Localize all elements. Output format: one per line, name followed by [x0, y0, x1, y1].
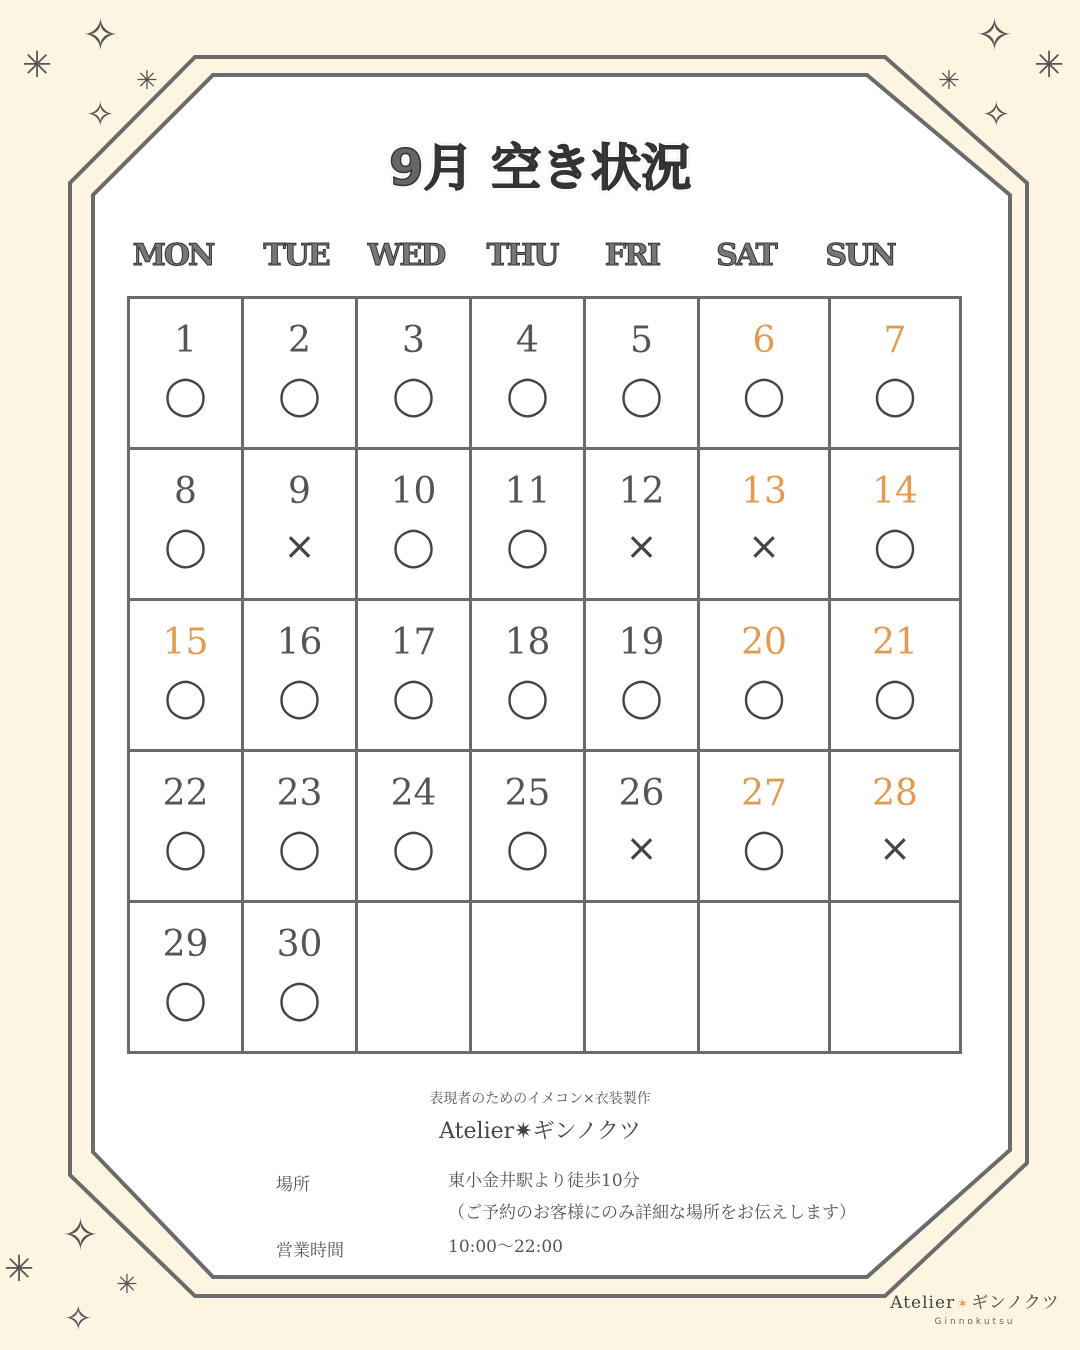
- day-number: 2: [288, 320, 311, 361]
- day-number: 27: [741, 773, 787, 814]
- day-number: 17: [390, 622, 437, 663]
- day-cell: [830, 751, 961, 902]
- day-number: 25: [504, 773, 551, 814]
- day-number: 10: [390, 471, 437, 512]
- day-number: 13: [741, 471, 787, 512]
- weekday-sun: SUN: [825, 238, 895, 273]
- day-cell: [357, 298, 471, 449]
- sparkle-icon: ✳: [136, 66, 158, 96]
- unavailable-mark: ×: [625, 524, 658, 568]
- hours-label: 営業時間: [276, 1241, 344, 1261]
- day-cell: [243, 449, 357, 600]
- location-label: 場所: [276, 1175, 310, 1195]
- day-cell: [471, 600, 585, 751]
- unavailable-mark: ×: [283, 524, 316, 568]
- sparkle-icon: ✳: [938, 66, 960, 96]
- day-cell: [357, 600, 471, 751]
- available-mark: ◯: [620, 373, 663, 417]
- calendar-week: [129, 298, 961, 449]
- sparkle-icon: ✧: [62, 1210, 99, 1261]
- day-number: 30: [276, 924, 323, 965]
- star-icon: ✶: [957, 1297, 970, 1312]
- brand-name: Atelier✷ギンノクツ: [439, 1119, 641, 1144]
- sparkle-icon: ✳: [22, 45, 53, 86]
- day-cell: [699, 298, 830, 449]
- logo-kana: ギンノクツ: [971, 1293, 1060, 1313]
- unavailable-mark: ×: [625, 826, 658, 870]
- weekday-sat: SAT: [716, 238, 776, 273]
- day-cell: [129, 298, 243, 449]
- sparkle-icon: ✧: [86, 95, 115, 135]
- available-mark: ◯: [506, 524, 549, 568]
- day-cell: [585, 600, 699, 751]
- tagline: 表現者のためのイメコン×衣装製作: [429, 1091, 651, 1107]
- day-cell: [699, 449, 830, 600]
- empty-cell: [699, 902, 830, 1053]
- calendar-grid: [127, 296, 962, 1054]
- available-mark: ◯: [278, 373, 321, 417]
- day-number: 14: [872, 471, 918, 512]
- day-number: 24: [390, 773, 437, 814]
- available-mark: ◯: [278, 977, 321, 1021]
- available-mark: ◯: [873, 373, 917, 417]
- available-mark: ◯: [164, 826, 207, 870]
- available-mark: ◯: [278, 675, 321, 719]
- calendar-week: [129, 600, 961, 751]
- day-number: 11: [504, 471, 551, 512]
- sparkle-icon: ✳: [1034, 45, 1065, 86]
- day-number: 12: [618, 471, 665, 512]
- day-cell: [357, 751, 471, 902]
- empty-cell: [830, 902, 961, 1053]
- weekday-mon: MON: [132, 238, 214, 273]
- available-mark: ◯: [742, 675, 786, 719]
- day-number: 1: [174, 320, 197, 361]
- available-mark: ◯: [164, 373, 207, 417]
- day-cell: [129, 751, 243, 902]
- day-cell: [129, 449, 243, 600]
- day-number: 26: [618, 773, 665, 814]
- available-mark: ◯: [392, 675, 435, 719]
- unavailable-mark: ×: [879, 826, 911, 870]
- calendar-week: [129, 751, 961, 902]
- weekday-wed: WED: [367, 238, 445, 273]
- day-cell: [243, 902, 357, 1053]
- available-mark: ◯: [392, 826, 435, 870]
- day-number: 21: [872, 622, 918, 663]
- available-mark: ◯: [873, 675, 917, 719]
- weekday-tue: TUE: [263, 238, 329, 273]
- day-number: 18: [504, 622, 551, 663]
- weekday-fri: FRI: [604, 238, 660, 273]
- day-number: 7: [883, 320, 907, 361]
- day-number: 23: [276, 773, 323, 814]
- location-note: （ご予約のお客様にのみ詳細な場所をお伝えします）: [448, 1203, 856, 1223]
- day-cell: [471, 449, 585, 600]
- sparkle-icon: ✧: [976, 10, 1013, 61]
- day-cell: [129, 600, 243, 751]
- day-cell: [699, 600, 830, 751]
- sparkle-icon: ✳: [4, 1249, 35, 1290]
- logo: [880, 1288, 1070, 1327]
- day-cell: [830, 298, 961, 449]
- day-cell: [699, 751, 830, 902]
- unavailable-mark: ×: [748, 524, 780, 568]
- day-number: 8: [174, 471, 197, 512]
- day-number: 9: [288, 471, 311, 512]
- location-value: 東小金井駅より徒歩10分: [448, 1171, 640, 1191]
- day-cell: [585, 298, 699, 449]
- day-cell: [243, 600, 357, 751]
- day-cell: [585, 751, 699, 902]
- page-title: 9月 空き状況: [388, 139, 692, 197]
- logo-name: Atelier: [890, 1293, 956, 1313]
- logo-roman: Ginnokutsu: [934, 1317, 1016, 1327]
- day-number: 15: [162, 622, 209, 663]
- available-mark: ◯: [742, 826, 786, 870]
- day-number: 4: [516, 320, 539, 361]
- calendar-week: [129, 902, 961, 1053]
- empty-cell: [585, 902, 699, 1053]
- empty-cell: [471, 902, 585, 1053]
- available-mark: ◯: [506, 675, 549, 719]
- day-cell: [830, 449, 961, 600]
- available-mark: ◯: [164, 524, 207, 568]
- hours-value: 10:00〜22:00: [448, 1237, 563, 1257]
- sparkle-icon: ✳: [116, 1270, 138, 1300]
- available-mark: ◯: [392, 524, 435, 568]
- day-number: 22: [162, 773, 209, 814]
- day-cell: [243, 298, 357, 449]
- day-number: 3: [402, 320, 425, 361]
- sparkle-icon: ✧: [982, 95, 1011, 135]
- sparkle-icon: ✧: [82, 10, 119, 61]
- day-cell: [471, 298, 585, 449]
- empty-cell: [357, 902, 471, 1053]
- day-cell: [243, 751, 357, 902]
- day-cell: [129, 902, 243, 1053]
- available-mark: ◯: [506, 373, 549, 417]
- day-number: 28: [872, 773, 918, 814]
- weekday-thu: THU: [486, 238, 558, 273]
- available-mark: ◯: [620, 675, 663, 719]
- day-cell: [357, 449, 471, 600]
- day-number: 6: [752, 320, 776, 361]
- day-cell: [830, 600, 961, 751]
- sparkle-icon: ✧: [64, 1299, 93, 1339]
- available-mark: ◯: [506, 826, 549, 870]
- available-mark: ◯: [278, 826, 321, 870]
- day-number: 19: [618, 622, 665, 663]
- available-mark: ◯: [742, 373, 786, 417]
- day-number: 29: [162, 924, 209, 965]
- day-number: 5: [630, 320, 653, 361]
- day-number: 16: [276, 622, 323, 663]
- day-number: 20: [741, 622, 787, 663]
- calendar-week: [129, 449, 961, 600]
- available-mark: ◯: [392, 373, 435, 417]
- day-cell: [471, 751, 585, 902]
- available-mark: ◯: [164, 977, 207, 1021]
- available-mark: ◯: [873, 524, 917, 568]
- day-cell: [585, 449, 699, 600]
- available-mark: ◯: [164, 675, 207, 719]
